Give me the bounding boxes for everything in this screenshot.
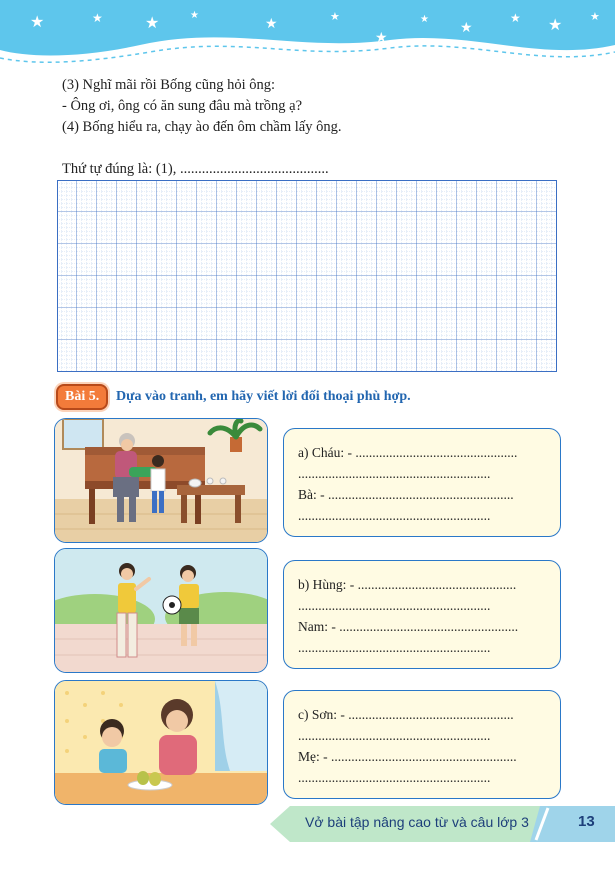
dialogue-b-blank-2[interactable]: ......................................................... [298, 640, 491, 655]
story-line-4: (4) Bống hiểu ra, chạy ào đến ôm chầm lấy ông. [62, 119, 342, 135]
dialogue-b-blank-1[interactable]: ......................................................... [298, 598, 491, 613]
page-number: 13 [578, 813, 595, 830]
picture-grandma-child [54, 418, 268, 543]
dialogue-a-chau[interactable]: a) Cháu: - ................................................ [298, 445, 518, 460]
svg-text:★: ★ [420, 14, 429, 25]
svg-text:★: ★ [510, 11, 521, 25]
dialogue-a-blank-1[interactable]: ......................................................... [298, 466, 491, 481]
picture-son-me [54, 680, 268, 805]
writing-grid[interactable] [57, 180, 557, 372]
dialogue-b-hung[interactable]: b) Hùng: - ............................................... [298, 577, 517, 592]
exercise-header [56, 384, 411, 410]
dialogue-a-blank-2[interactable]: ......................................................... [298, 508, 491, 523]
exercise-badge: Bài 5. [56, 384, 108, 410]
dialogue-c-son[interactable]: c) Sơn: - ................................................. [298, 707, 514, 722]
exercise-title: Dựa vào tranh, em hãy viết lời đối thoại phù hợp. [116, 389, 411, 404]
dialogue-box-b [283, 560, 561, 669]
story-line-3-question: - Ông ơi, ông có ăn sung đâu mà trồng ạ? [62, 98, 303, 114]
order-prompt: Thứ tự đúng là: (1), ......................................... [62, 161, 329, 177]
dialogue-b-nam[interactable]: Nam: - ..................................................... [298, 619, 519, 634]
dialogue-box-c [283, 690, 561, 799]
svg-text:★: ★ [30, 14, 45, 31]
svg-text:★: ★ [330, 11, 340, 23]
dialogue-c-blank-1[interactable]: ......................................................... [298, 728, 491, 743]
svg-text:★: ★ [92, 11, 103, 25]
picture-hung-nam-ball [54, 548, 268, 673]
dialogue-box-a [283, 428, 561, 537]
top-banner [0, 0, 615, 80]
story-line-3: (3) Nghĩ mãi rồi Bống cũng hỏi ông: [62, 77, 276, 93]
dialogue-c-me[interactable]: Mẹ: - ....................................................... [298, 749, 517, 764]
svg-text:★: ★ [590, 11, 600, 23]
svg-text:★: ★ [190, 10, 199, 21]
dialogue-a-ba[interactable]: Bà: - ....................................................... [298, 487, 514, 502]
svg-text:★: ★ [375, 31, 388, 46]
footer-book-title: Vở bài tập nâng cao từ và câu lớp 3 [305, 814, 529, 830]
svg-text:★: ★ [145, 15, 160, 32]
svg-text:★: ★ [265, 17, 278, 32]
svg-text:★: ★ [460, 21, 473, 36]
dialogue-c-blank-2[interactable]: ......................................................... [298, 770, 491, 785]
svg-text:★: ★ [548, 17, 563, 34]
